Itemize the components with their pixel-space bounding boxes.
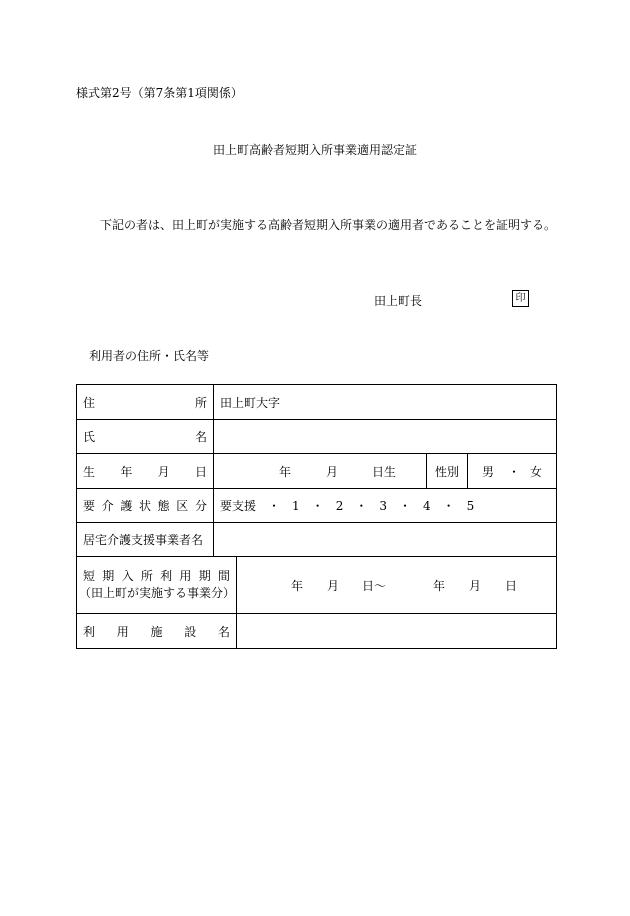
label-char: 月 [157, 464, 170, 479]
birth-date-field[interactable] [214, 454, 427, 488]
birth-month-unit: 月 [326, 464, 339, 479]
care-level-separator: ・ [355, 499, 368, 513]
document-title: 田上町高齢者短期入所事業適用認定証 [212, 143, 417, 157]
label-char: 日 [194, 464, 207, 479]
care-level-option[interactable]: 3 [379, 498, 387, 513]
form-number: 様式第2号（第7条第1項関係） [76, 86, 243, 100]
care-provider-row [77, 523, 556, 557]
care-level-separator: ・ [442, 499, 455, 513]
care-level-option[interactable]: 4 [423, 498, 431, 513]
label-char: 名 [194, 430, 207, 444]
care-level-option[interactable]: 5 [466, 498, 475, 513]
label-char: 利 [160, 569, 173, 583]
mayor-title: 田上町長 [374, 294, 423, 308]
label-char: 利 [83, 624, 96, 639]
care-level-separator: ・ [268, 499, 281, 513]
label-char: 区 [176, 499, 189, 513]
address-field[interactable] [214, 385, 556, 419]
section-heading: 利用者の住所・氏名等 [89, 349, 210, 363]
label-char: 期 [198, 569, 211, 583]
care-provider-field[interactable] [214, 523, 556, 556]
birth-row [77, 454, 556, 489]
label-char: 氏 [83, 430, 96, 444]
name-field[interactable] [214, 420, 556, 453]
period-label [77, 557, 237, 613]
care-level-field[interactable] [214, 489, 556, 522]
birth-day-unit: 日生 [372, 464, 397, 479]
facility-label [77, 614, 237, 648]
label-char: 態 [157, 499, 170, 513]
label-char: 期 [102, 569, 115, 583]
label-char: 名 [217, 624, 230, 639]
label-char: 所 [194, 395, 207, 410]
address-row [77, 385, 556, 420]
period-end-month: 月 [469, 578, 482, 593]
address-value: 田上町大字 [220, 395, 281, 410]
period-field[interactable] [237, 557, 556, 613]
sex-label-text: 性別 [434, 464, 459, 479]
label-char: 介 [101, 499, 114, 513]
facility-field[interactable] [237, 614, 556, 648]
care-level-option[interactable]: 2 [335, 498, 344, 513]
label-char: 分 [194, 499, 207, 513]
sex-option-female[interactable]: 女 [530, 464, 543, 479]
period-sub-label: （田上町が実施する事業分） [79, 586, 236, 600]
label-char: 護 [120, 499, 133, 513]
label-char: 所 [140, 569, 153, 583]
label-char: 短 [83, 569, 96, 583]
seal-mark: 印 [512, 290, 529, 307]
care-level-prefix: 要支援 [220, 499, 257, 513]
label-char: 生 [83, 464, 96, 479]
label-char: 設 [184, 624, 197, 639]
label-char: 間 [217, 569, 230, 583]
period-end-day: 日 [505, 578, 518, 593]
period-start-day: 日〜 [362, 578, 387, 593]
birth-label [77, 454, 214, 488]
period-row [77, 557, 556, 614]
address-label [77, 385, 214, 419]
label-char: 要 [83, 499, 96, 513]
certification-text: 下記の者は、田上町が実施する高齢者短期入所事業の適用者であることを証明する。 [100, 218, 557, 232]
label-char: 状 [138, 499, 151, 513]
sex-field[interactable] [468, 454, 556, 488]
user-info-table [76, 384, 557, 649]
sex-separator: ・ [508, 464, 521, 479]
care-level-row [77, 489, 556, 523]
name-label [77, 420, 214, 453]
care-level-separator: ・ [398, 499, 411, 513]
period-end-year: 年 [433, 578, 446, 593]
label-char: 住 [83, 395, 96, 410]
care-level-option[interactable]: 1 [292, 498, 300, 513]
period-start-month: 月 [327, 578, 340, 593]
sex-label [427, 454, 468, 488]
care-provider-label-text: 居宅介護支援事業者名 [83, 533, 204, 547]
facility-row [77, 614, 556, 648]
label-char: 年 [120, 464, 133, 479]
sex-option-male[interactable]: 男 [482, 464, 495, 479]
care-provider-label [77, 523, 214, 556]
period-start-year: 年 [291, 578, 304, 593]
label-char: 施 [150, 624, 163, 639]
label-char: 入 [121, 569, 134, 583]
birth-year-unit: 年 [279, 464, 292, 479]
period-label-main [83, 568, 230, 585]
care-level-separator: ・ [311, 499, 324, 513]
care-level-label [77, 489, 214, 522]
label-char: 用 [116, 624, 129, 639]
label-char: 用 [179, 569, 192, 583]
name-row [77, 420, 556, 454]
